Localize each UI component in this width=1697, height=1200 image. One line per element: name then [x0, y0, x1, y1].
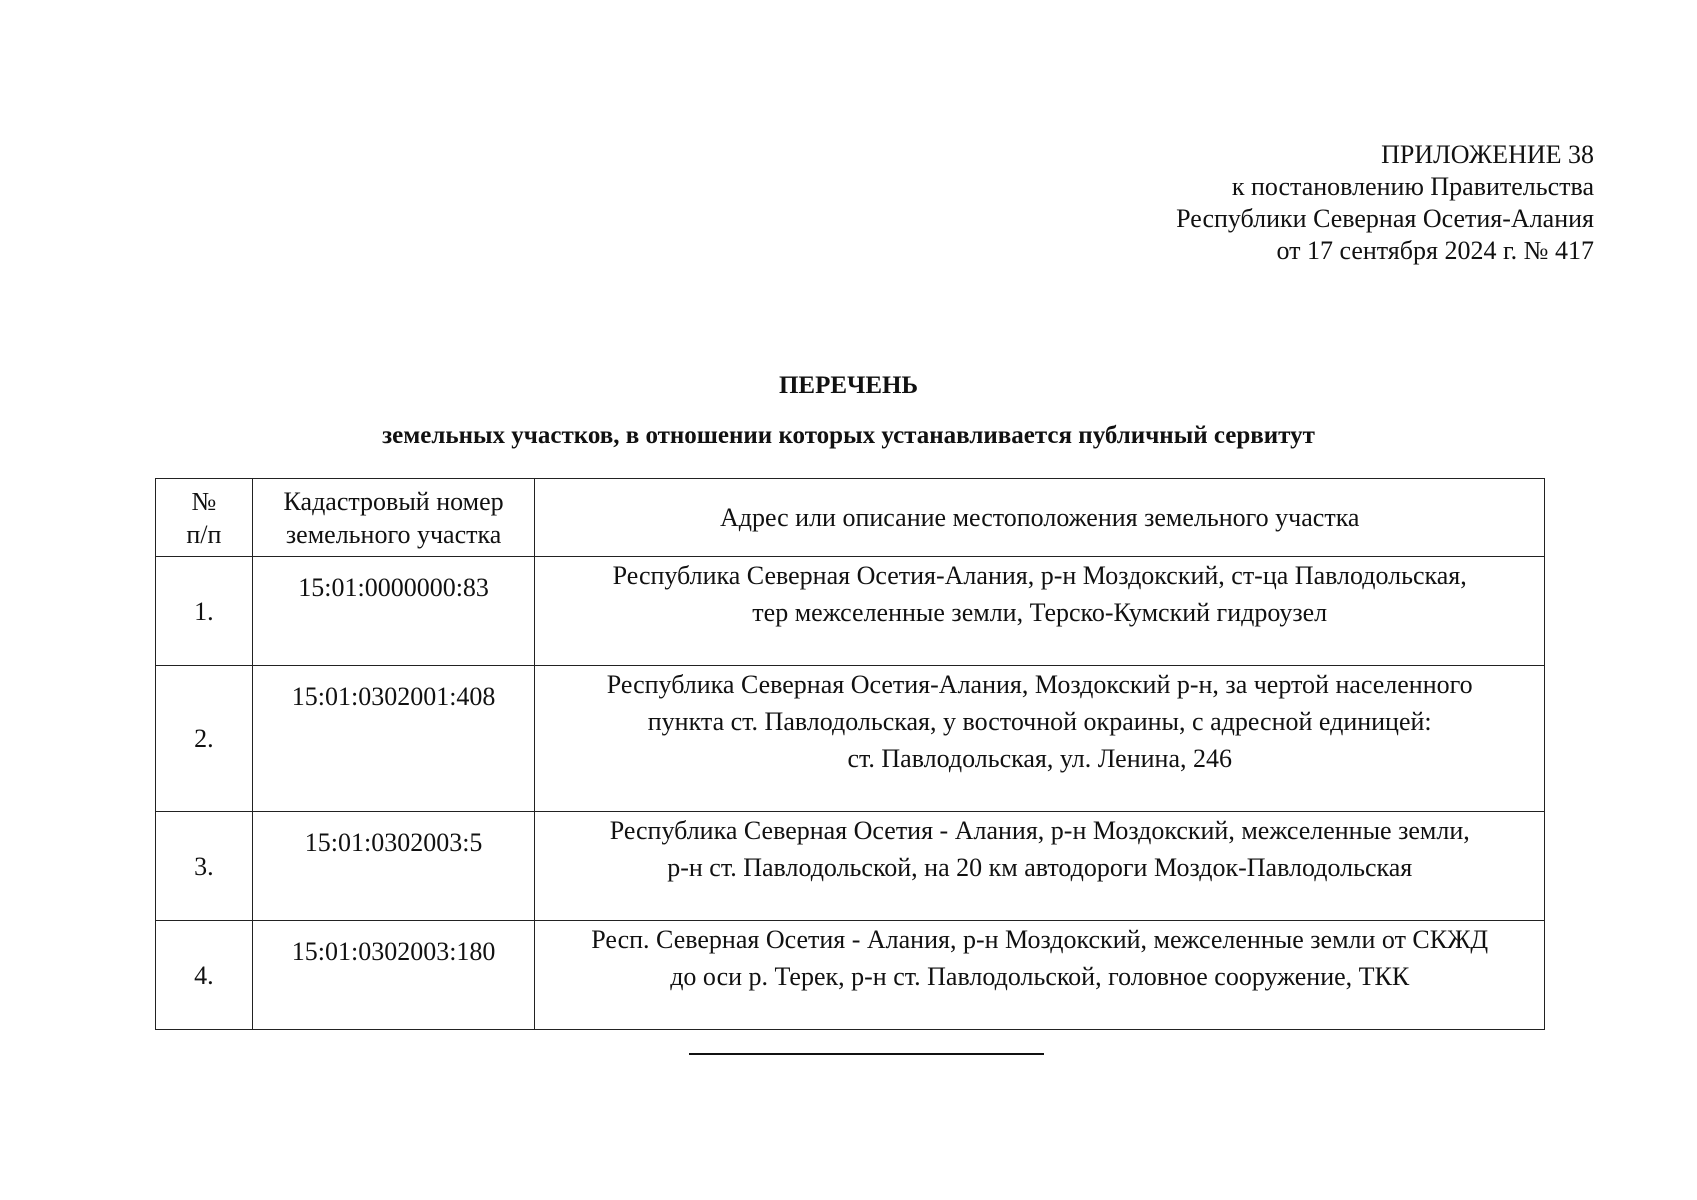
appendix-block	[1176, 139, 1594, 267]
address-line: Республика Северная Осетия-Алания, Моздокский р-н, за чертой населенного	[606, 670, 1473, 699]
address-line: до оси р. Терек, р-н ст. Павлодольской, головное сооружение, ТКК	[670, 962, 1410, 991]
appendix-republic: Республики Северная Осетия-Алания	[1176, 204, 1594, 233]
row-number: 1.	[156, 557, 253, 666]
header-cadastral	[252, 479, 535, 557]
table-header-row	[156, 479, 1545, 557]
address-line: ст. Павлодольская, ул. Ленина, 246	[847, 744, 1232, 773]
address-line: р-н ст. Павлодольской, на 20 км автодороги Моздок-Павлодольская	[667, 853, 1413, 882]
row-number: 2.	[156, 666, 253, 812]
table-row	[156, 812, 1545, 921]
header-cadastral-line2: земельного участка	[285, 519, 502, 549]
header-address: Адрес или описание местоположения земельного участка	[535, 479, 1545, 557]
table-row	[156, 666, 1545, 812]
address-line: тер межселенные земли, Терско-Кумский гидроузел	[752, 598, 1328, 627]
end-divider-line	[689, 1053, 1044, 1055]
land-plots-table	[155, 478, 1545, 1030]
address-line: пункта ст. Павлодольская, у восточной окраины, с адресной единицей:	[647, 707, 1432, 736]
table-row	[156, 921, 1545, 1030]
document-title: ПЕРЕЧЕНЬ	[778, 372, 919, 399]
header-number-symbol: №	[191, 486, 217, 516]
address-line: Респ. Северная Осетия - Алания, р-н Моздокский, межселенные земли от СКЖД	[591, 925, 1489, 954]
address-cell	[535, 921, 1545, 1030]
header-number	[156, 479, 253, 557]
cadastral-number: 15:01:0302003:180	[252, 921, 535, 1030]
table-row	[156, 557, 1545, 666]
address-line: Республика Северная Осетия-Алания, р-н Моздокский, ст-ца Павлодольская,	[612, 561, 1467, 590]
appendix-date-number: от 17 сентября 2024 г. № 417	[1276, 236, 1594, 265]
address-cell	[535, 666, 1545, 812]
row-number: 3.	[156, 812, 253, 921]
address-line: Республика Северная Осетия - Алания, р-н Моздокский, межселенные земли,	[609, 816, 1470, 845]
cadastral-number: 15:01:0302003:5	[252, 812, 535, 921]
cadastral-number: 15:01:0302001:408	[252, 666, 535, 812]
cadastral-number: 15:01:0000000:83	[252, 557, 535, 666]
header-cadastral-line1: Кадастровый номер	[283, 486, 504, 516]
appendix-number: ПРИЛОЖЕНИЕ 38	[1381, 140, 1594, 169]
address-cell	[535, 557, 1545, 666]
row-number: 4.	[156, 921, 253, 1030]
appendix-reference: к постановлению Правительства	[1231, 172, 1594, 201]
header-number-pp: п/п	[186, 519, 222, 549]
address-cell	[535, 812, 1545, 921]
document-subtitle: земельных участков, в отношении которых устанавливается публичный сервитут	[382, 422, 1315, 449]
